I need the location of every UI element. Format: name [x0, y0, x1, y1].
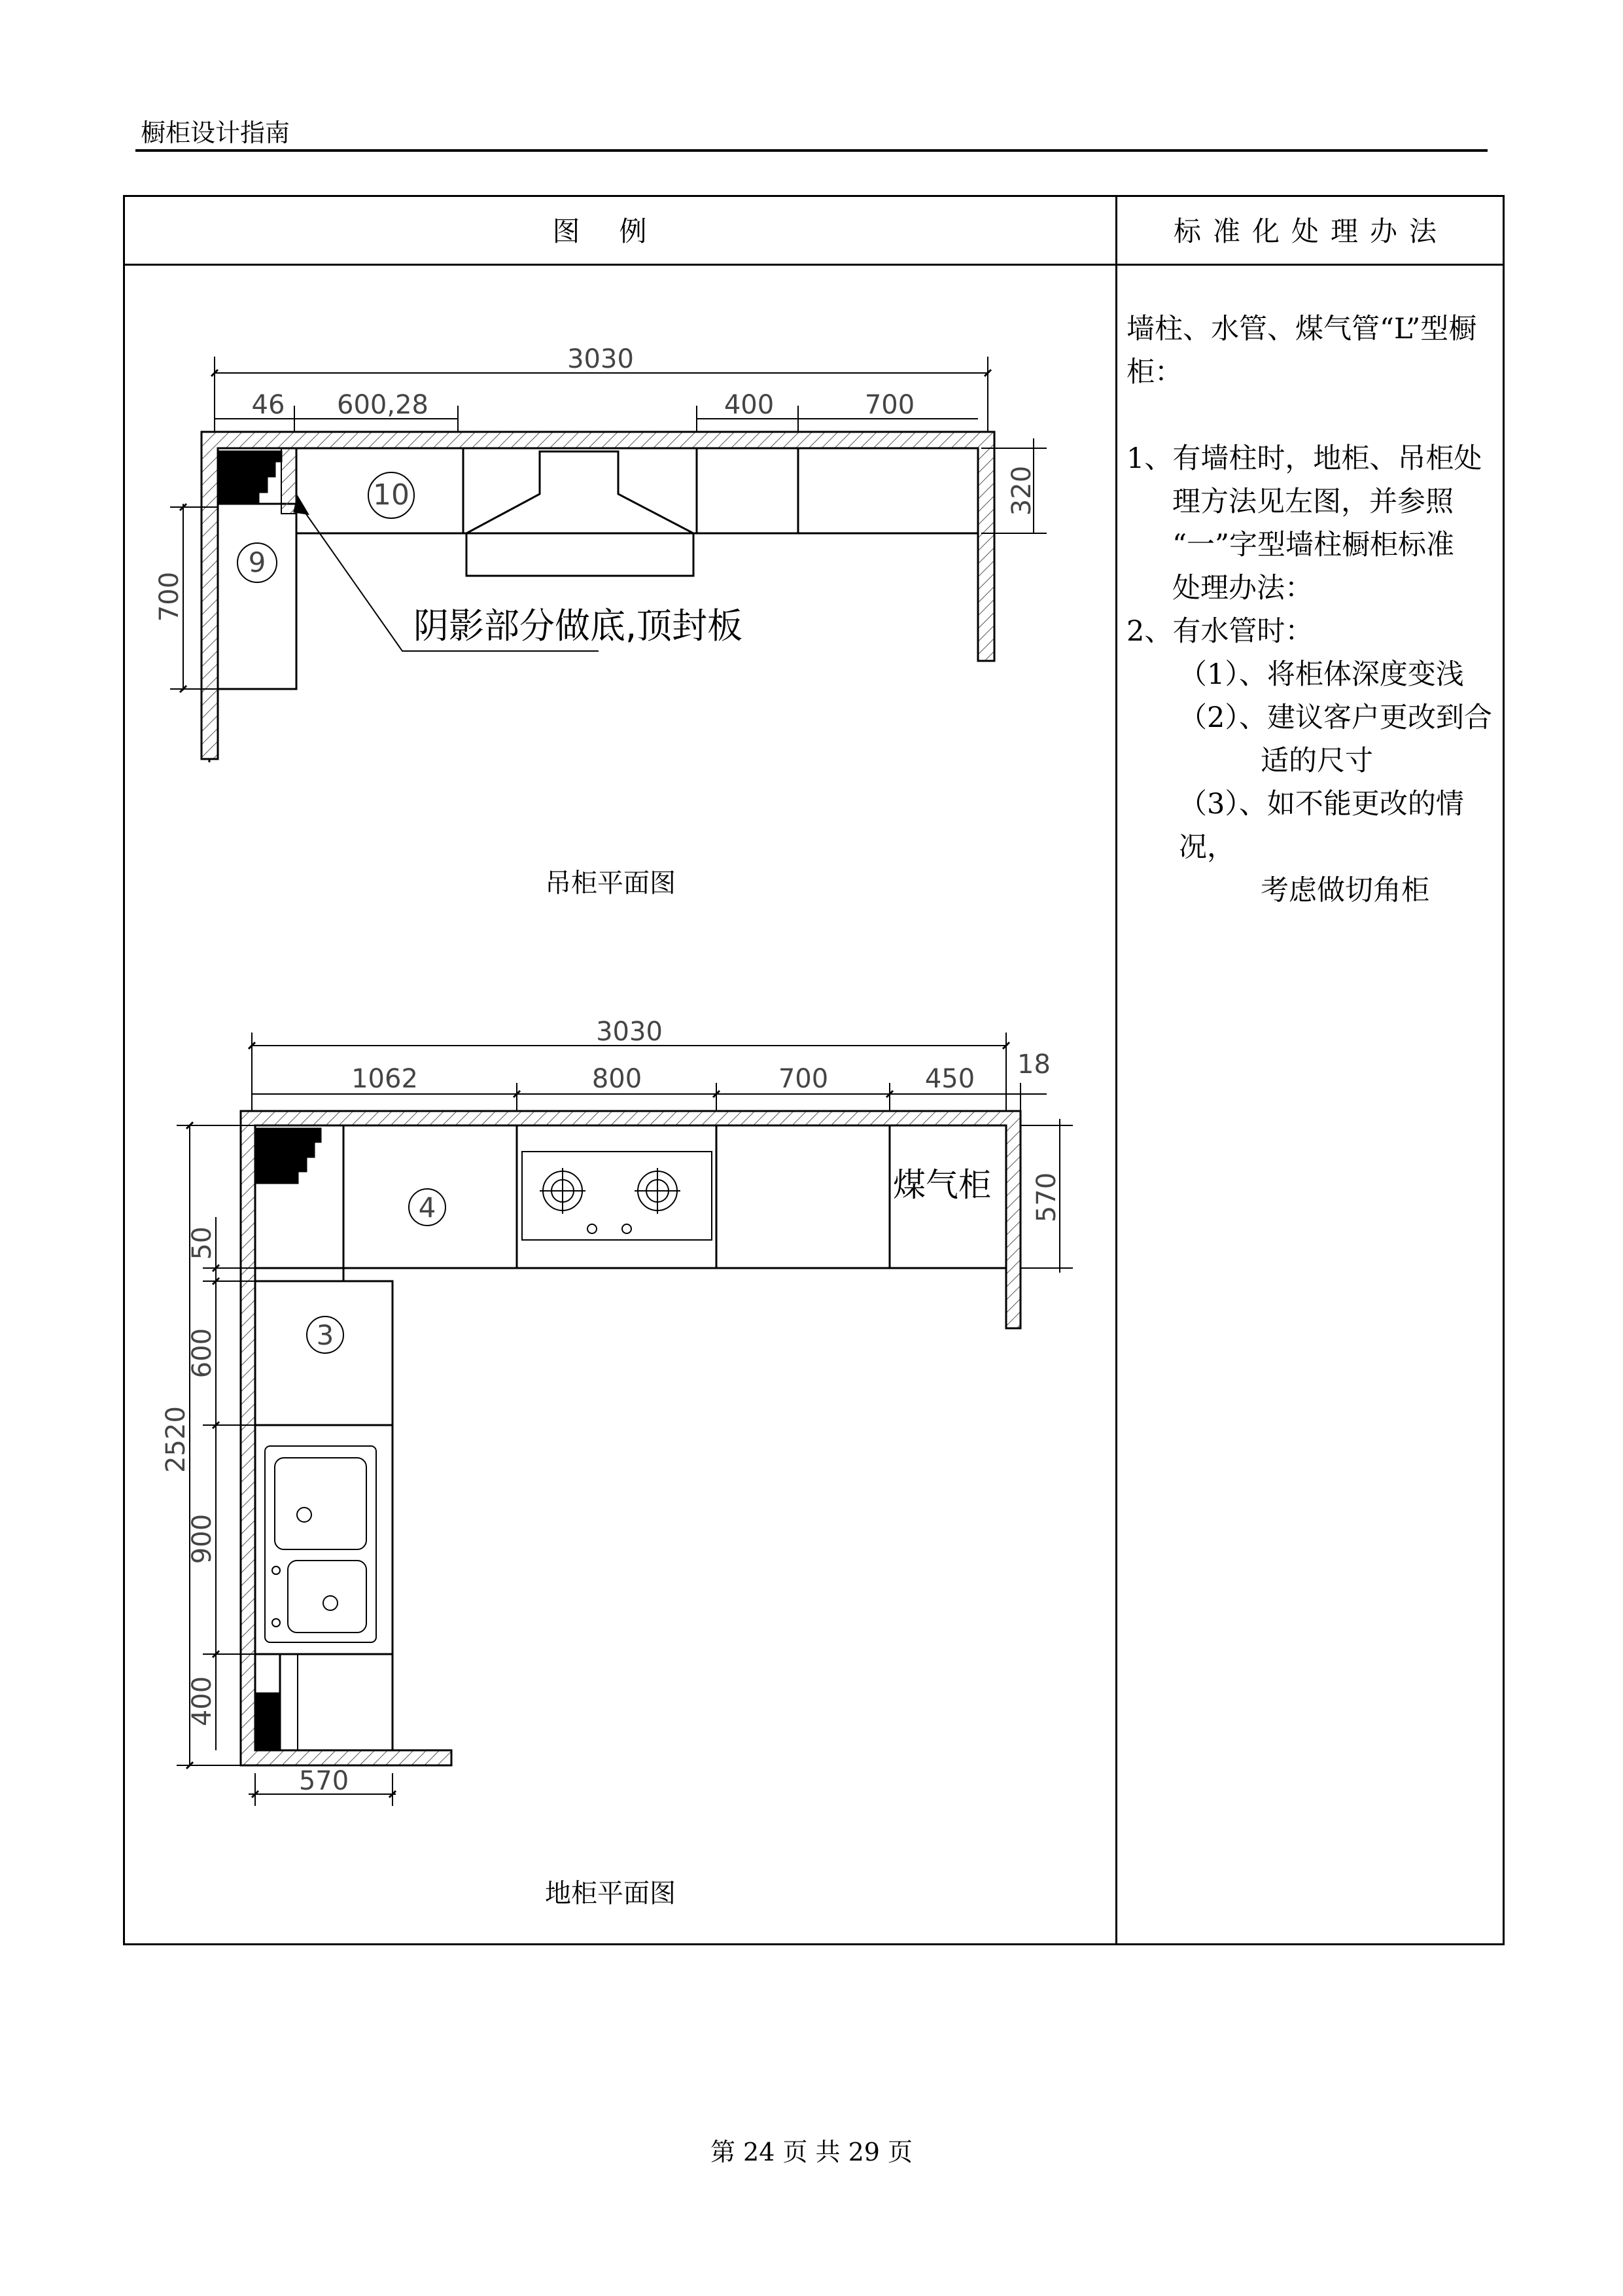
- method-title: 墙柱、水管、煤气管“L”型橱柜：: [1126, 313, 1477, 389]
- base-plan-caption: 地柜平面图: [545, 1879, 676, 1909]
- base-dim-600: 600: [187, 1328, 217, 1379]
- base-dim-700: 700: [778, 1064, 829, 1094]
- table-header-legend: 图例: [552, 215, 686, 247]
- label-3: 3: [316, 1319, 334, 1351]
- wall-plan-caption: 吊柜平面图: [545, 868, 676, 898]
- base-dim-570-right: 570: [1032, 1172, 1062, 1223]
- base-cabinet-plan: [177, 1033, 1073, 1806]
- wall-cabinet-plan: [170, 357, 1047, 762]
- method-sub3-line2: 考虑做切角柜: [1261, 874, 1429, 907]
- base-dim-18: 18: [1017, 1050, 1051, 1080]
- cooktop-icon: [522, 1152, 712, 1240]
- method-sub2-line1: （2）、建议客户更改到合: [1179, 701, 1492, 734]
- method-item1-line1: 1、有墙柱时，地柜、吊柜处: [1126, 442, 1482, 475]
- wall-dim-700-left: 700: [154, 571, 184, 622]
- cooktop-cabinet-outline: [517, 1125, 716, 1268]
- sink-icon: [265, 1446, 376, 1642]
- gas-cabinet-label: 煤气柜: [893, 1166, 991, 1204]
- table-header-method: 标准化处理办法: [1173, 215, 1448, 247]
- label-9: 9: [248, 546, 266, 578]
- sink-cabinet-outline: [255, 1425, 393, 1654]
- base-dim-400: 400: [187, 1676, 217, 1727]
- wall-dim-600: 600,28: [337, 390, 428, 420]
- corner-cabinet-outline: [280, 1654, 393, 1750]
- shaded-filler: [281, 448, 296, 514]
- method-item1-line4: 处理办法：: [1172, 572, 1313, 605]
- base-dim-1062: 1062: [351, 1064, 418, 1094]
- base-dim-570-bottom: 570: [298, 1766, 349, 1796]
- method-sub3-line1: （3）、如不能更改的情况，: [1179, 788, 1464, 864]
- method-item1-line3: “一”字型墙柱橱柜标准: [1172, 529, 1454, 561]
- base-column-bottom: [255, 1693, 280, 1750]
- label-4: 4: [418, 1192, 436, 1224]
- cabinet-400-outline: [697, 448, 798, 533]
- method-item1-line2: 理方法见左图，并参照: [1172, 486, 1454, 518]
- document-header-title: 橱柜设计指南: [141, 118, 290, 147]
- base-dim-900: 900: [187, 1513, 217, 1564]
- base-column-top: [255, 1129, 321, 1183]
- page-number: 第 24 页 共 29 页: [710, 2138, 913, 2166]
- label-10: 10: [373, 478, 410, 512]
- cabinet-700-base-outline: [716, 1125, 890, 1268]
- wall-dim-400: 400: [724, 390, 775, 420]
- method-text: [1126, 308, 1499, 912]
- base-dim-800: 800: [591, 1064, 642, 1094]
- method-item2: 2、有水管时：: [1126, 615, 1314, 648]
- wall-dim-total: 3030: [567, 344, 634, 374]
- cabinet-700-outline: [798, 448, 978, 533]
- method-sub2-line2: 适的尺寸: [1261, 745, 1373, 777]
- note-arrow-icon: [294, 497, 307, 514]
- wall-dim-320: 320: [1007, 465, 1037, 516]
- base-dim-50: 50: [187, 1226, 217, 1260]
- base-wall-outline: [241, 1111, 1021, 1765]
- wall-shading-note: 阴影部分做底,顶封板: [413, 605, 743, 646]
- wall-outline: [201, 432, 994, 759]
- wall-dim-46: 46: [251, 390, 285, 420]
- base-dim-450: 450: [924, 1064, 975, 1094]
- base-dim-2520: 2520: [161, 1406, 191, 1473]
- range-hood-outline: [466, 451, 693, 576]
- wall-column-block: [218, 451, 281, 504]
- cabinet-9-outline: [218, 504, 296, 689]
- method-sub1: （1）、将柜体深度变浅: [1179, 658, 1464, 691]
- wall-dim-700-top: 700: [864, 390, 915, 420]
- hood-frame: [463, 448, 697, 533]
- base-dim-total: 3030: [596, 1017, 663, 1047]
